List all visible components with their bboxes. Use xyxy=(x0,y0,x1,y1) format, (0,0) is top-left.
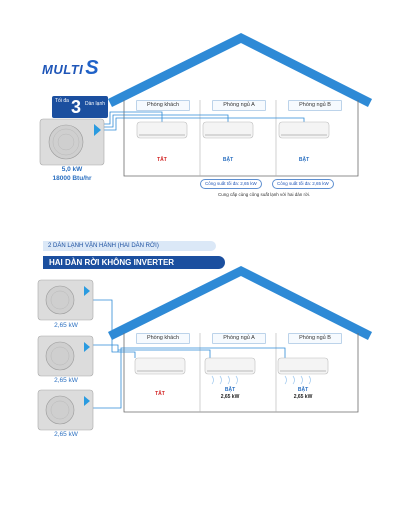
state-bedroom-b-2: BẬT xyxy=(297,387,309,393)
room-label-bedroom-a: Phòng ngủ A xyxy=(212,100,266,111)
room-label-bedroom-b-2: Phòng ngủ B xyxy=(288,333,342,344)
logo-letter: S xyxy=(85,57,100,79)
logo-main-text: MULTI xyxy=(42,62,84,77)
state-living-2: TẮT xyxy=(155,391,165,397)
state-living: TẮT xyxy=(157,157,167,163)
section-tag: 2 DÀN LẠNH VẬN HÀNH (HAI DÀN RỜI) xyxy=(43,241,216,251)
outdoor-kw-3: 2,65 kW xyxy=(54,431,78,438)
outdoor-units-2 xyxy=(38,280,93,430)
state-bedroom-a: BẬT xyxy=(222,157,234,163)
capacity-box-b: Công suất tối đa: 2,65 kW xyxy=(272,179,334,189)
section-title-banner: HAI DÀN RỜI KHÔNG INVERTER xyxy=(43,256,225,269)
max-units-badge xyxy=(52,96,108,118)
badge-line-b: Dàn lạnh xyxy=(85,101,106,107)
room-label-living: Phòng khách xyxy=(136,100,190,111)
outdoor-unit-1 xyxy=(40,119,104,165)
room-kw-bedroom-b: 2,65 kW xyxy=(293,394,313,400)
pipes-2 xyxy=(93,300,285,408)
outdoor-power: 5,0 kW xyxy=(61,166,83,173)
state-bedroom-a-2: BẬT xyxy=(224,387,236,393)
outdoor-kw-1: 2,65 kW xyxy=(54,322,78,329)
badge-number: 3 xyxy=(71,97,82,117)
room-label-bedroom-a-2: Phòng ngủ A xyxy=(212,333,266,344)
state-bedroom-b: BẬT xyxy=(298,157,310,163)
capacity-box-a: Công suất tối đa: 2,65 kW xyxy=(200,179,262,189)
outdoor-kw-2: 2,65 kW xyxy=(54,377,78,384)
outdoor-btu: 18000 Btu/hr xyxy=(52,175,92,182)
badge-line-a: Tối đa xyxy=(55,98,69,104)
room-label-bedroom-b: Phòng ngủ B xyxy=(288,100,342,111)
multi-s-logo xyxy=(42,57,99,80)
capacity-note: Cung cấp cùng công suất lạnh với hai dàn rời. xyxy=(218,192,311,197)
indoor-units-1 xyxy=(137,122,329,138)
room-kw-bedroom-a: 2,65 kW xyxy=(220,394,240,400)
indoor-units-2 xyxy=(135,358,328,384)
room-label-living-2: Phòng khách xyxy=(136,333,190,344)
